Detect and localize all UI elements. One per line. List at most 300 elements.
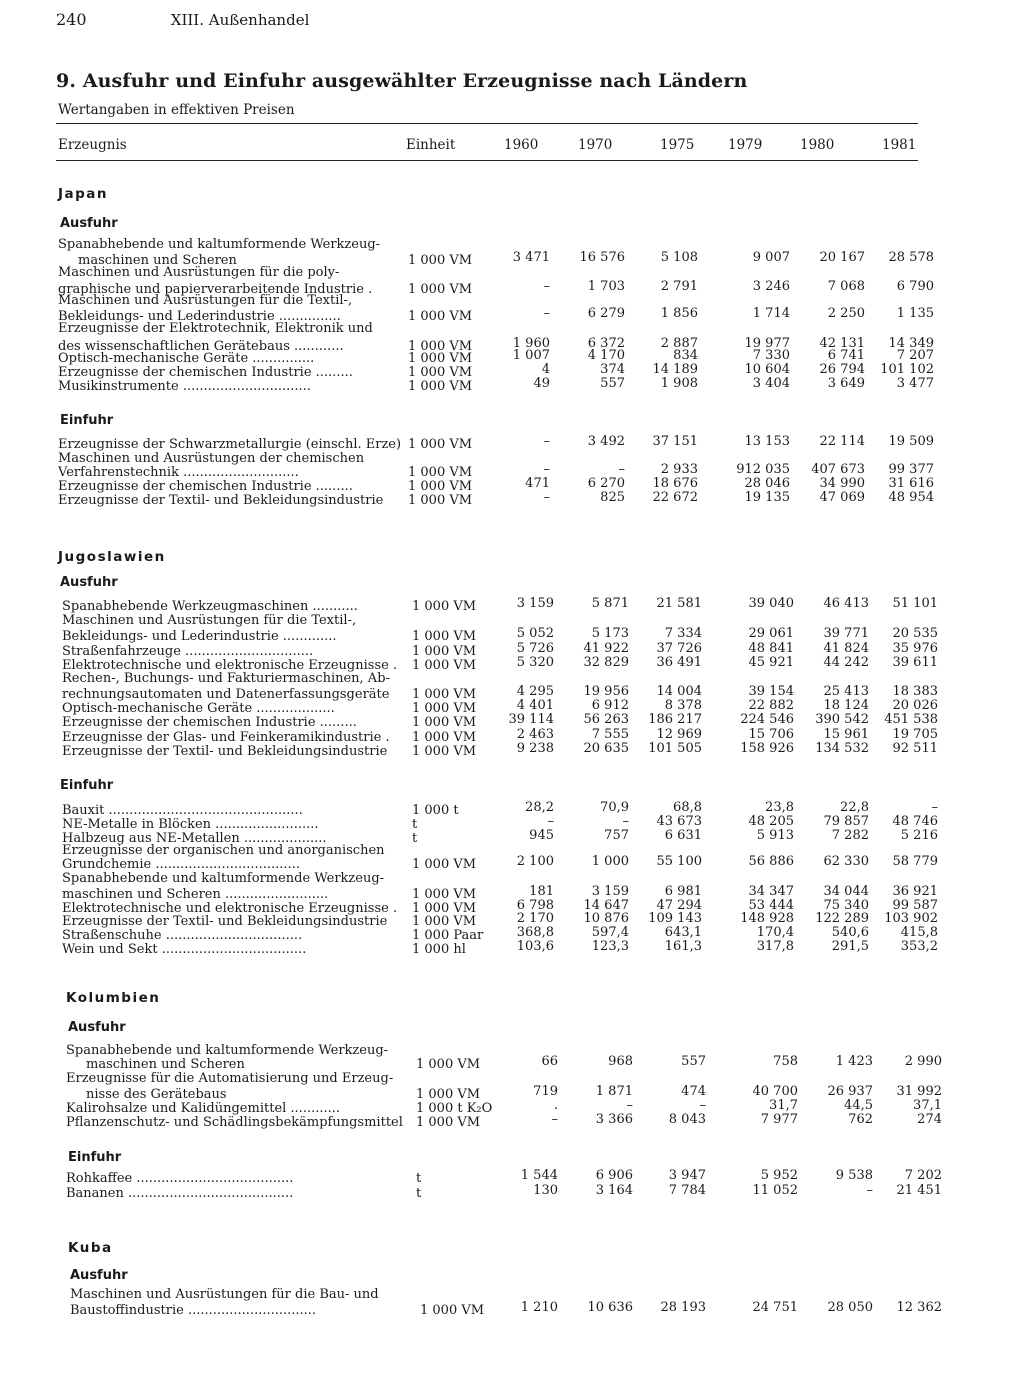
value-cell: 19 509 [888, 434, 934, 449]
row-label: Kalirohsalze und Kalidüngemittel ............ [66, 1102, 341, 1116]
value-cell: 9 538 [835, 1168, 873, 1183]
row-label: graphische und papierverarbeitende Industrie . [58, 283, 373, 297]
chapter-title: XIII. Außenhandel [170, 11, 310, 29]
value-cell: 28,2 [525, 800, 554, 815]
value-cell: 18 676 [652, 476, 698, 491]
row-label: Erzeugnisse der Textil- und Bekleidungsindustrie [62, 915, 388, 929]
unit-cell: 1 000 VM [420, 1303, 485, 1318]
value-cell: 48 746 [892, 814, 938, 829]
unit-cell: 1 000 VM [408, 282, 473, 297]
value-cell: – [931, 800, 938, 815]
value-cell: 19 705 [892, 727, 938, 742]
row-label: Musikinstrumente ............................... [58, 380, 311, 394]
value-cell: 415,8 [900, 925, 938, 940]
value-cell: 3 246 [752, 279, 790, 294]
value-cell: 968 [608, 1054, 633, 1069]
unit-cell: 1 000 VM [408, 309, 473, 324]
value-cell: 44 242 [823, 655, 869, 670]
unit-cell: 1 000 VM [408, 493, 473, 508]
value-cell: 2 170 [516, 911, 554, 926]
row-label: Spanabhebende und kaltumformende Werkzeug- [58, 238, 381, 252]
unit-cell: 1 000 VM [412, 658, 477, 673]
value-cell: 103,6 [516, 939, 554, 954]
row-label: rechnungsautomaten und Datenerfassungsgeräte [62, 688, 390, 702]
value-cell: 18 383 [892, 684, 938, 699]
row-label: Grundchemie ................................... [62, 858, 300, 872]
value-cell: 407 673 [811, 462, 865, 477]
value-cell: 18 124 [823, 698, 869, 713]
value-cell: 390 542 [815, 712, 869, 727]
value-cell: 643,1 [664, 925, 702, 940]
value-cell: 374 [600, 362, 625, 377]
row-label: Erzeugnisse der Textil- und Bekleidungsindustrie [62, 745, 388, 759]
value-cell: 7 202 [904, 1168, 942, 1183]
value-cell: 1 714 [752, 306, 790, 321]
unit-cell: 1 000 hl [412, 942, 466, 957]
country-heading: Jugoslawien [58, 549, 166, 565]
value-cell: 49 [533, 376, 550, 391]
country-heading: Kuba [68, 1240, 113, 1256]
value-cell: 557 [681, 1054, 706, 1069]
value-cell: 719 [533, 1084, 558, 1099]
column-header-erzeugnis: Erzeugnis [58, 137, 127, 153]
unit-cell: 1 000 VM [408, 339, 473, 354]
value-cell: 3 649 [827, 376, 865, 391]
column-header-1960: 1960 [504, 137, 539, 153]
value-cell: – [543, 462, 550, 477]
value-cell: 36 491 [656, 655, 702, 670]
row-label: Bauxit ............................................... [62, 804, 303, 818]
value-cell: 1 960 [512, 336, 550, 351]
value-cell: 274 [917, 1112, 942, 1127]
row-label: maschinen und Scheren ......................... [62, 888, 329, 902]
value-cell: 20 535 [892, 626, 938, 641]
value-cell: 47 294 [656, 898, 702, 913]
row-label: des wissenschaftlichen Gerätebaus ............ [58, 340, 344, 354]
value-cell: 4 295 [516, 684, 554, 699]
value-cell: 47 069 [819, 490, 865, 505]
value-cell: 32 829 [583, 655, 629, 670]
value-cell: 2 887 [660, 336, 698, 351]
value-cell: 2 933 [660, 462, 698, 477]
unit-cell: 1 000 t K₂O [416, 1101, 493, 1116]
value-cell: 825 [600, 490, 625, 505]
value-cell: 101 102 [880, 362, 934, 377]
row-label: Erzeugnisse der Textil- und Bekleidungsindustrie [58, 494, 384, 508]
row-label: Spanabhebende und kaltumformende Werkzeug- [66, 1044, 389, 1058]
value-cell: 1 007 [512, 348, 550, 363]
section-heading: Einfuhr [68, 1150, 122, 1165]
row-label: Erzeugnisse für die Automatisierung und Erzeug- [66, 1072, 394, 1086]
row-label: Straßenschuhe ................................. [62, 929, 303, 943]
unit-cell: 1 000 VM [416, 1087, 481, 1102]
value-cell: 2 990 [904, 1054, 942, 1069]
section-heading: Ausfuhr [60, 575, 118, 590]
value-cell: 37,1 [913, 1098, 942, 1113]
unit-cell: 1 000 VM [412, 644, 477, 659]
value-cell: 28 578 [888, 250, 934, 265]
value-cell: 79 857 [823, 814, 869, 829]
value-cell: 29 061 [748, 626, 794, 641]
unit-cell: t [412, 831, 418, 846]
value-cell: 58 779 [892, 854, 938, 869]
value-cell: – [543, 490, 550, 505]
value-cell: 21 581 [656, 596, 702, 611]
value-cell: 56 886 [748, 854, 794, 869]
value-cell: 123,3 [591, 939, 629, 954]
value-cell: 31 992 [896, 1084, 942, 1099]
value-cell: 56 263 [583, 712, 629, 727]
value-cell: 186 217 [648, 712, 702, 727]
unit-cell: 1 000 VM [408, 379, 473, 394]
value-cell: 20 026 [892, 698, 938, 713]
value-cell: 291,5 [831, 939, 869, 954]
value-cell: 103 902 [884, 911, 938, 926]
value-cell: 3 492 [587, 434, 625, 449]
unit-cell: 1 000 Paar [412, 928, 484, 943]
value-cell: 3 477 [896, 376, 934, 391]
value-cell: 28 193 [660, 1300, 706, 1315]
row-label: Erzeugnisse der Elektrotechnik, Elektronik und [58, 322, 373, 336]
value-cell: – [543, 306, 550, 321]
unit-cell: 1 000 VM [412, 887, 477, 902]
value-cell: 1 856 [660, 306, 698, 321]
value-cell: 48 841 [748, 641, 794, 656]
unit-cell: 1 000 VM [408, 351, 473, 366]
value-cell: 3 159 [516, 596, 554, 611]
value-cell: 181 [529, 884, 554, 899]
column-header-1970: 1970 [578, 137, 613, 153]
unit-cell: 1 000 t [412, 803, 459, 818]
value-cell: 19 135 [744, 490, 790, 505]
row-label: Bananen ........................................ [66, 1187, 294, 1201]
value-cell: 471 [525, 476, 550, 491]
row-label: Rechen-, Buchungs- und Fakturiermaschinen, Ab- [62, 672, 390, 686]
value-cell: 26 794 [819, 362, 865, 377]
value-cell: 5 952 [760, 1168, 798, 1183]
value-cell: 8 043 [668, 1112, 706, 1127]
value-cell: 14 004 [656, 684, 702, 699]
value-cell: 353,2 [900, 939, 938, 954]
value-cell: 12 969 [656, 727, 702, 742]
value-cell: 3 164 [595, 1183, 633, 1198]
row-label: maschinen und Scheren [86, 1058, 245, 1072]
column-header-einheit: Einheit [406, 137, 456, 153]
value-cell: – [547, 814, 554, 829]
value-cell: 28 046 [744, 476, 790, 491]
value-cell: 7 555 [591, 727, 629, 742]
value-cell: 3 471 [512, 250, 550, 265]
unit-cell: 1 000 VM [412, 687, 477, 702]
value-cell: 23,8 [765, 800, 794, 815]
row-label: Bekleidungs- und Lederindustrie ............. [62, 630, 337, 644]
unit-cell: 1 000 VM [416, 1115, 481, 1130]
value-cell: 1 135 [896, 306, 934, 321]
value-cell: 5 913 [756, 828, 794, 843]
value-cell: 762 [848, 1112, 873, 1127]
row-label: Spanabhebende und kaltumformende Werkzeug- [62, 872, 385, 886]
value-cell: 597,4 [591, 925, 629, 940]
column-header-1975: 1975 [660, 137, 695, 153]
value-cell: 99 587 [892, 898, 938, 913]
value-cell: 7 207 [896, 348, 934, 363]
value-cell: 109 143 [648, 911, 702, 926]
value-cell: 70,9 [600, 800, 629, 815]
value-cell: 2 250 [827, 306, 865, 321]
row-label: Maschinen und Ausrüstungen für die poly- [58, 266, 340, 280]
value-cell: 158 926 [740, 741, 794, 756]
value-cell: 39 611 [892, 655, 938, 670]
value-cell: 75 340 [823, 898, 869, 913]
value-cell: 22 114 [819, 434, 865, 449]
value-cell: 6 270 [587, 476, 625, 491]
value-cell: 3 404 [752, 376, 790, 391]
value-cell: 35 976 [892, 641, 938, 656]
unit-cell: 1 000 VM [412, 701, 477, 716]
row-label: Erzeugnisse der organischen und anorganischen [62, 844, 385, 858]
value-cell: 22 882 [748, 698, 794, 713]
value-cell: 1 000 [591, 854, 629, 869]
value-cell: 68,8 [673, 800, 702, 815]
unit-cell: 1 000 VM [412, 629, 477, 644]
unit-cell: 1 000 VM [408, 437, 473, 452]
value-cell: – [543, 279, 550, 294]
value-cell: 7 784 [668, 1183, 706, 1198]
row-label: Erzeugnisse der Schwarzmetallurgie (einschl. Erze) [58, 438, 402, 452]
row-label: Baustoffindustrie ............................... [70, 1304, 317, 1318]
table-subtitle: Wertangaben in effektiven Preisen [58, 102, 295, 118]
value-cell: 66 [541, 1054, 558, 1069]
row-label: NE-Metalle in Blöcken ......................... [62, 818, 319, 832]
value-cell: 474 [681, 1084, 706, 1099]
value-cell: 20 635 [583, 741, 629, 756]
unit-cell: 1 000 VM [416, 1057, 481, 1072]
value-cell: 9 238 [516, 741, 554, 756]
value-cell: 10 636 [587, 1300, 633, 1315]
value-cell: 2 463 [516, 727, 554, 742]
column-header-row [56, 123, 918, 161]
table-title: 9. Ausfuhr und Einfuhr ausgewählter Erzeugnisse nach Ländern [56, 70, 748, 92]
value-cell: 42 131 [819, 336, 865, 351]
value-cell: 4 170 [587, 348, 625, 363]
value-cell: 6 279 [587, 306, 625, 321]
section-heading: Einfuhr [60, 413, 114, 428]
country-heading: Japan [58, 186, 109, 202]
row-label: Optisch-mechanische Geräte ................... [62, 702, 335, 716]
unit-cell: 1 000 VM [412, 914, 477, 929]
unit-cell: 1 000 VM [412, 744, 477, 759]
value-cell: 21 451 [896, 1183, 942, 1198]
value-cell: 4 401 [516, 698, 554, 713]
row-label: Erzeugnisse der chemischen Industrie ......... [58, 366, 353, 380]
row-label: Verfahrenstechnik ............................ [58, 466, 299, 480]
unit-cell: t [412, 817, 418, 832]
value-cell: 10 876 [583, 911, 629, 926]
value-cell: 22 672 [652, 490, 698, 505]
unit-cell: 1 000 VM [408, 253, 473, 268]
row-label: Erzeugnisse der chemischen Industrie ......... [62, 716, 357, 730]
unit-cell: 1 000 VM [408, 465, 473, 480]
value-cell: 148 928 [740, 911, 794, 926]
value-cell: 39 154 [748, 684, 794, 699]
value-cell: 62 330 [823, 854, 869, 869]
value-cell: 20 167 [819, 250, 865, 265]
row-label: maschinen und Scheren [78, 254, 237, 268]
value-cell: – [622, 814, 629, 829]
value-cell: 317,8 [756, 939, 794, 954]
value-cell: 51 101 [892, 596, 938, 611]
value-cell: 53 444 [748, 898, 794, 913]
value-cell: 6 631 [664, 828, 702, 843]
unit-cell: t [416, 1186, 422, 1201]
value-cell: 6 741 [827, 348, 865, 363]
country-heading: Kolumbien [66, 990, 161, 1006]
unit-cell: 1 000 VM [412, 599, 477, 614]
row-label: Maschinen und Ausrüstungen für die Bau- und [70, 1288, 379, 1302]
value-cell: 3 159 [591, 884, 629, 899]
column-header-1979: 1979 [728, 137, 763, 153]
value-cell: 912 035 [736, 462, 790, 477]
value-cell: 26 937 [827, 1084, 873, 1099]
row-label: nisse des Gerätebaus [86, 1088, 227, 1102]
value-cell: 55 100 [656, 854, 702, 869]
value-cell: 1 908 [660, 376, 698, 391]
value-cell: 2 791 [660, 279, 698, 294]
unit-cell: 1 000 VM [412, 901, 477, 916]
value-cell: 13 153 [744, 434, 790, 449]
value-cell: 224 546 [740, 712, 794, 727]
value-cell: 7 330 [752, 348, 790, 363]
value-cell: 41 922 [583, 641, 629, 656]
value-cell: 34 347 [748, 884, 794, 899]
value-cell: 11 052 [752, 1183, 798, 1198]
value-cell: 7 068 [827, 279, 865, 294]
running-head [56, 10, 309, 29]
value-cell: 368,8 [516, 925, 554, 940]
value-cell: 15 961 [823, 727, 869, 742]
value-cell: 6 981 [664, 884, 702, 899]
row-label: Rohkaffee ...................................... [66, 1172, 294, 1186]
row-label: Maschinen und Ausrüstungen der chemischen [58, 452, 365, 466]
value-cell: 31 616 [888, 476, 934, 491]
value-cell: 31,7 [769, 1098, 798, 1113]
value-cell: 6 790 [896, 279, 934, 294]
value-cell: 3 947 [668, 1168, 706, 1183]
value-cell: 37 726 [656, 641, 702, 656]
value-cell: 43 673 [656, 814, 702, 829]
value-cell: . [553, 1098, 558, 1113]
value-cell: 45 921 [748, 655, 794, 670]
row-label: Wein und Sekt ................................... [62, 943, 307, 957]
row-label: Halbzeug aus NE-Metallen .................... [62, 832, 327, 846]
value-cell: 1 544 [520, 1168, 558, 1183]
value-cell: 557 [600, 376, 625, 391]
value-cell: 25 413 [823, 684, 869, 699]
value-cell: 92 511 [892, 741, 938, 756]
value-cell: 834 [673, 348, 698, 363]
value-cell: 4 [541, 362, 550, 377]
section-heading: Ausfuhr [68, 1020, 126, 1035]
value-cell: 101 505 [648, 741, 702, 756]
value-cell: 1 703 [587, 279, 625, 294]
row-label: Spanabhebende Werkzeugmaschinen ........... [62, 600, 358, 614]
value-cell: – [543, 434, 550, 449]
value-cell: 451 538 [884, 712, 938, 727]
value-cell: 5 871 [591, 596, 629, 611]
value-cell: 34 044 [823, 884, 869, 899]
value-cell: 14 189 [652, 362, 698, 377]
value-cell: 48 954 [888, 490, 934, 505]
value-cell: 48 205 [748, 814, 794, 829]
value-cell: 1 210 [520, 1300, 558, 1315]
value-cell: 1 423 [835, 1054, 873, 1069]
value-cell: 170,4 [756, 925, 794, 940]
value-cell: 5 726 [516, 641, 554, 656]
section-heading: Einfuhr [60, 778, 114, 793]
value-cell: 22,8 [840, 800, 869, 815]
value-cell: 8 378 [664, 698, 702, 713]
unit-cell: 1 000 VM [412, 715, 477, 730]
value-cell: 161,3 [664, 939, 702, 954]
value-cell: 39 040 [748, 596, 794, 611]
value-cell: 7 977 [760, 1112, 798, 1127]
value-cell: 7 282 [831, 828, 869, 843]
value-cell: 1 871 [595, 1084, 633, 1099]
value-cell: 122 289 [815, 911, 869, 926]
value-cell: 6 912 [591, 698, 629, 713]
value-cell: 758 [773, 1054, 798, 1069]
row-label: Elektrotechnische und elektronische Erzeugnisse . [62, 659, 398, 673]
value-cell: 5 216 [900, 828, 938, 843]
value-cell: 39 771 [823, 626, 869, 641]
value-cell: – [626, 1098, 633, 1113]
value-cell: 5 173 [591, 626, 629, 641]
value-cell: 14 349 [888, 336, 934, 351]
row-label: Erzeugnisse der chemischen Industrie ......... [58, 480, 353, 494]
section-heading: Ausfuhr [60, 216, 118, 231]
value-cell: 10 604 [744, 362, 790, 377]
value-cell: 134 532 [815, 741, 869, 756]
value-cell: 36 921 [892, 884, 938, 899]
unit-cell: 1 000 VM [408, 479, 473, 494]
row-label: Erzeugnisse der Glas- und Feinkeramikindustrie . [62, 731, 390, 745]
unit-cell: 1 000 VM [408, 365, 473, 380]
value-cell: 34 990 [819, 476, 865, 491]
value-cell: 5 320 [516, 655, 554, 670]
value-cell: 15 706 [748, 727, 794, 742]
value-cell: 6 798 [516, 898, 554, 913]
column-header-1981: 1981 [882, 137, 917, 153]
row-label: Optisch-mechanische Geräte ............... [58, 352, 315, 366]
value-cell: – [551, 1112, 558, 1127]
value-cell: 945 [529, 828, 554, 843]
value-cell: 5 052 [516, 626, 554, 641]
value-cell: 7 334 [664, 626, 702, 641]
value-cell: – [699, 1098, 706, 1113]
value-cell: 37 151 [652, 434, 698, 449]
unit-cell: t [416, 1171, 422, 1186]
row-label: Maschinen und Ausrüstungen für die Textil-, [62, 614, 357, 628]
row-label: Pflanzenschutz- und Schädlingsbekämpfungsmittel [66, 1116, 403, 1130]
row-label: Bekleidungs- und Lederindustrie ............... [58, 310, 341, 324]
value-cell: 41 824 [823, 641, 869, 656]
value-cell: 6 372 [587, 336, 625, 351]
row-label: Straßenfahrzeuge ............................... [62, 645, 314, 659]
value-cell: 757 [604, 828, 629, 843]
section-heading: Ausfuhr [70, 1268, 128, 1283]
value-cell: 19 977 [744, 336, 790, 351]
unit-cell: 1 000 VM [412, 857, 477, 872]
